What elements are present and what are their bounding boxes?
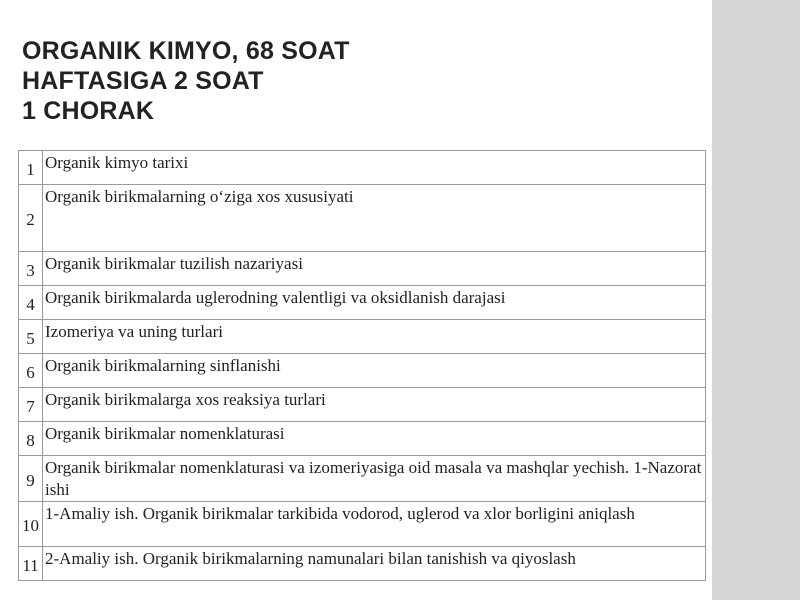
row-number: 1	[19, 151, 43, 185]
table-row	[19, 388, 706, 422]
table-row	[19, 252, 706, 286]
row-number: 7	[19, 388, 43, 422]
topics-table	[18, 150, 706, 581]
row-number: 5	[19, 320, 43, 354]
table-row	[19, 185, 706, 252]
row-number: 3	[19, 252, 43, 286]
row-topic: 1-Amaliy ish. Organik birikmalar tarkibida vodorod, uglerod va xlor borligini aniqlash	[43, 502, 706, 547]
table-row	[19, 456, 706, 502]
row-number: 9	[19, 456, 43, 502]
row-topic: 2-Amaliy ish. Organik birikmalarning namunalari bilan tanishish va qiyoslash	[43, 547, 706, 581]
title-line-quarter: 1 CHORAK	[22, 97, 155, 125]
row-topic: Organik birikmalarda uglerodning valentligi va oksidlanish darajasi	[43, 286, 706, 320]
row-topic: Organik birikmalarga xos reaksiya turlari	[43, 388, 706, 422]
row-topic: Izomeriya va uning turlari	[43, 320, 706, 354]
title-line-weekly-hours: HAFTASIGA 2 SOAT	[22, 67, 264, 95]
row-topic: Organik birikmalar nomenklaturasi	[43, 422, 706, 456]
side-panel	[712, 0, 800, 600]
row-topic: Organik birikmalar tuzilish nazariyasi	[43, 252, 706, 286]
table-row	[19, 286, 706, 320]
page-title	[22, 36, 350, 126]
row-number: 6	[19, 354, 43, 388]
title-line-course: ORGANIK KIMYO, 68 SOAT	[22, 37, 350, 65]
row-number: 10	[19, 502, 43, 547]
table-row	[19, 320, 706, 354]
row-number: 4	[19, 286, 43, 320]
row-topic: Organik kimyo tarixi	[43, 151, 706, 185]
row-number: 11	[19, 547, 43, 581]
table-row	[19, 151, 706, 185]
row-number: 2	[19, 185, 43, 252]
row-topic: Organik birikmalar nomenklaturasi va izomeriyasiga oid masala va mashqlar yechish. 1-Nazorat ishi	[43, 456, 706, 502]
table-row	[19, 502, 706, 547]
table-row	[19, 547, 706, 581]
table-row	[19, 422, 706, 456]
table-row	[19, 354, 706, 388]
row-number: 8	[19, 422, 43, 456]
row-topic: Organik birikmalarning sinflanishi	[43, 354, 706, 388]
row-topic: Organik birikmalarning o‘ziga xos xususiyati	[43, 185, 706, 252]
